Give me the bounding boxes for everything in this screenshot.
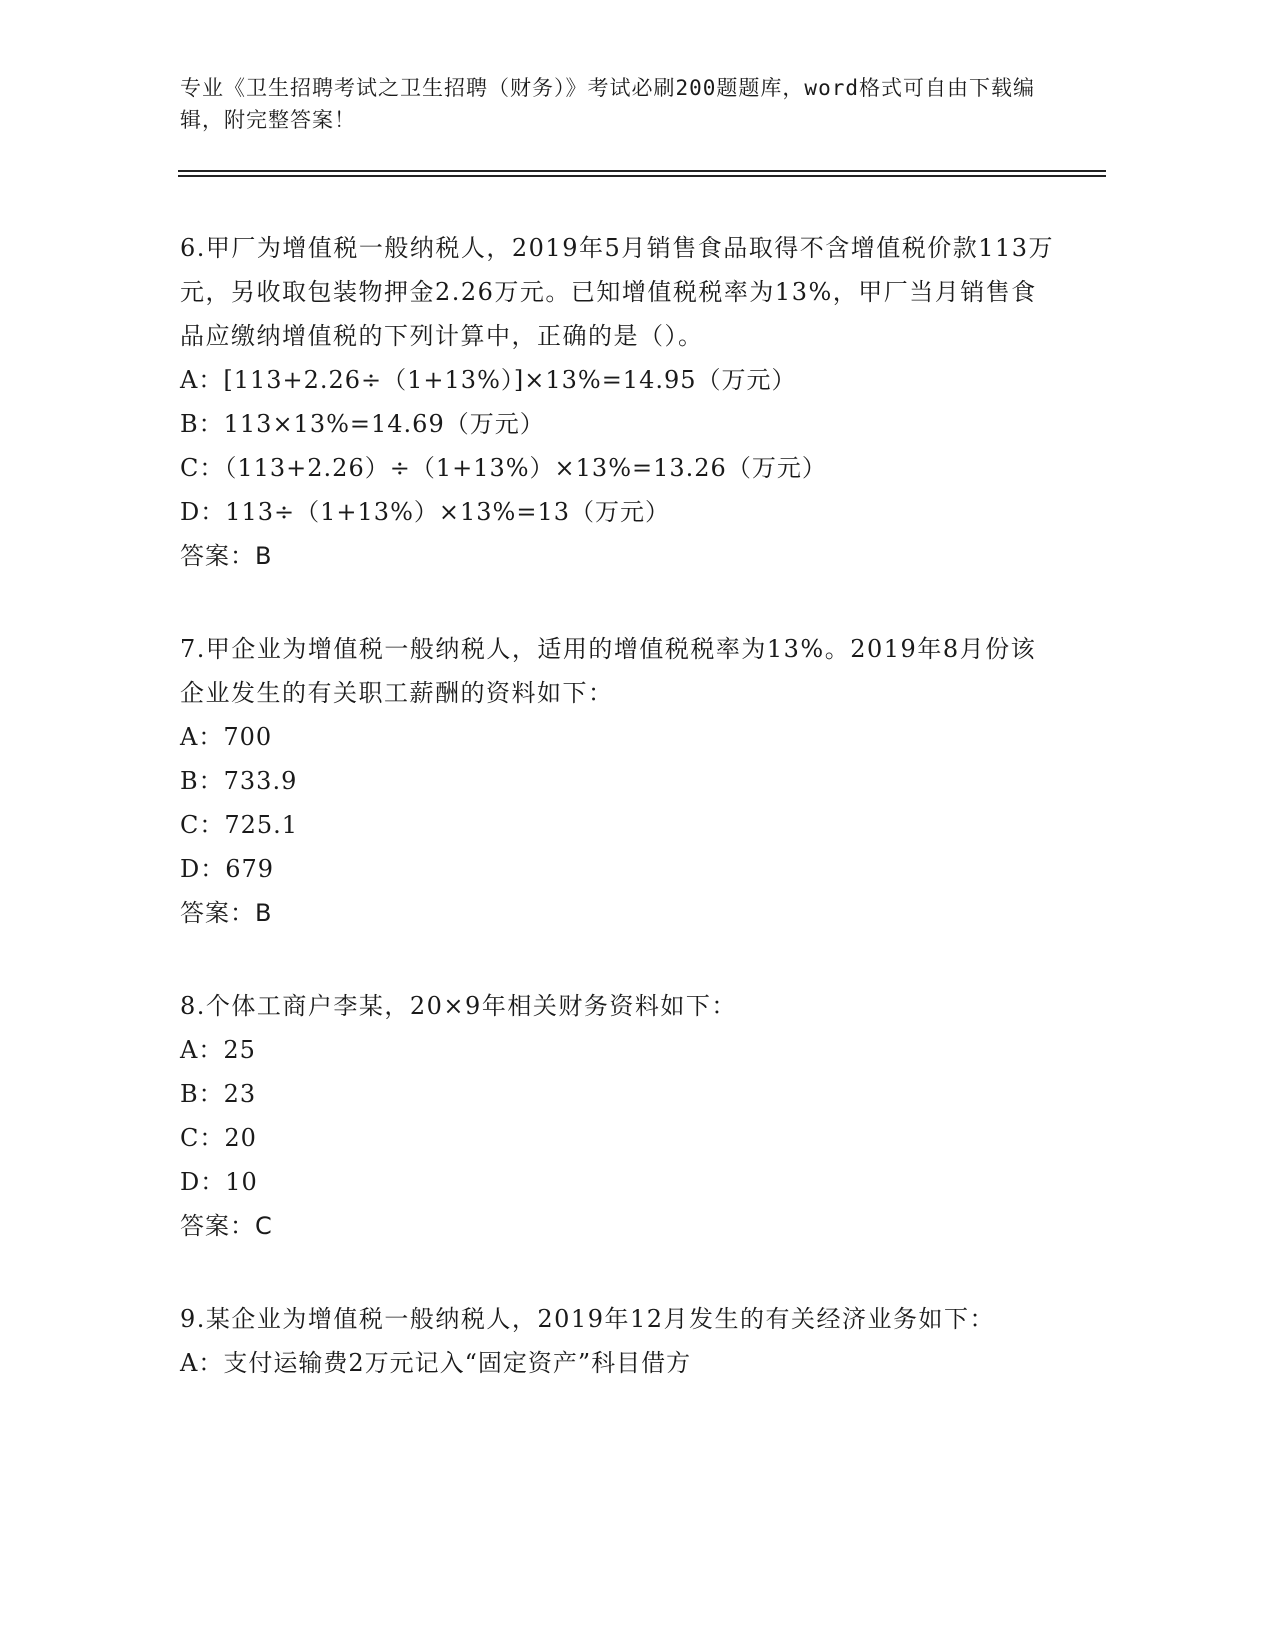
answer: 答案：B xyxy=(180,899,273,927)
header-divider-top xyxy=(178,170,1106,172)
question-list xyxy=(180,226,1060,1434)
option-c: C：（113+2.26）÷（1+13%）×13%=13.26（万元） xyxy=(180,454,827,482)
option-b: B：113×13%=14.69（万元） xyxy=(180,410,545,438)
option-b: B：23 xyxy=(180,1080,257,1108)
question-text: 7.甲企业为增值税一般纳税人，适用的增值税税率为13%。2019年8月份该企业发生的有关职工薪酬的资料如下： xyxy=(180,635,1037,707)
question-8 xyxy=(180,984,1060,1248)
option-d: D：113÷（1+13%）×13%=13（万元） xyxy=(180,498,670,526)
option-c: C：20 xyxy=(180,1124,257,1152)
question-6 xyxy=(180,226,1060,578)
option-a: A：700 xyxy=(180,723,273,751)
answer: 答案：B xyxy=(180,542,273,570)
answer: 答案：C xyxy=(180,1212,273,1240)
question-text: 8.个体工商户李某，20×9年相关财务资料如下： xyxy=(180,992,737,1020)
question-text: 9.某企业为增值税一般纳税人，2019年12月发生的有关经济业务如下： xyxy=(180,1305,996,1333)
document-header: 专业《卫生招聘考试之卫生招聘（财务）》考试必刷200题题库，word格式可自由下载编辑，附完整答案！ xyxy=(180,76,1035,132)
option-a: A：[113+2.26÷（1+13%）]×13%=14.95（万元） xyxy=(180,366,797,394)
question-text: 6.甲厂为增值税一般纳税人，2019年5月销售食品取得不含增值税价款113万元，另收取包装物押金2.26万元。已知增值税税率为13%，甲厂当月销售食品应缴纳增值税的下列计算中，正确的是（）。 xyxy=(180,234,1055,350)
question-9 xyxy=(180,1297,1060,1385)
option-c: C：725.1 xyxy=(180,811,299,839)
header-divider-bottom xyxy=(178,175,1106,177)
option-a: A：25 xyxy=(180,1036,256,1064)
option-d: D：679 xyxy=(180,855,275,883)
option-d: D：10 xyxy=(180,1168,258,1196)
question-7 xyxy=(180,627,1060,935)
option-b: B：733.9 xyxy=(180,767,298,795)
option-a: A：支付运输费2万元记入“固定资产”科目借方 xyxy=(180,1349,692,1377)
